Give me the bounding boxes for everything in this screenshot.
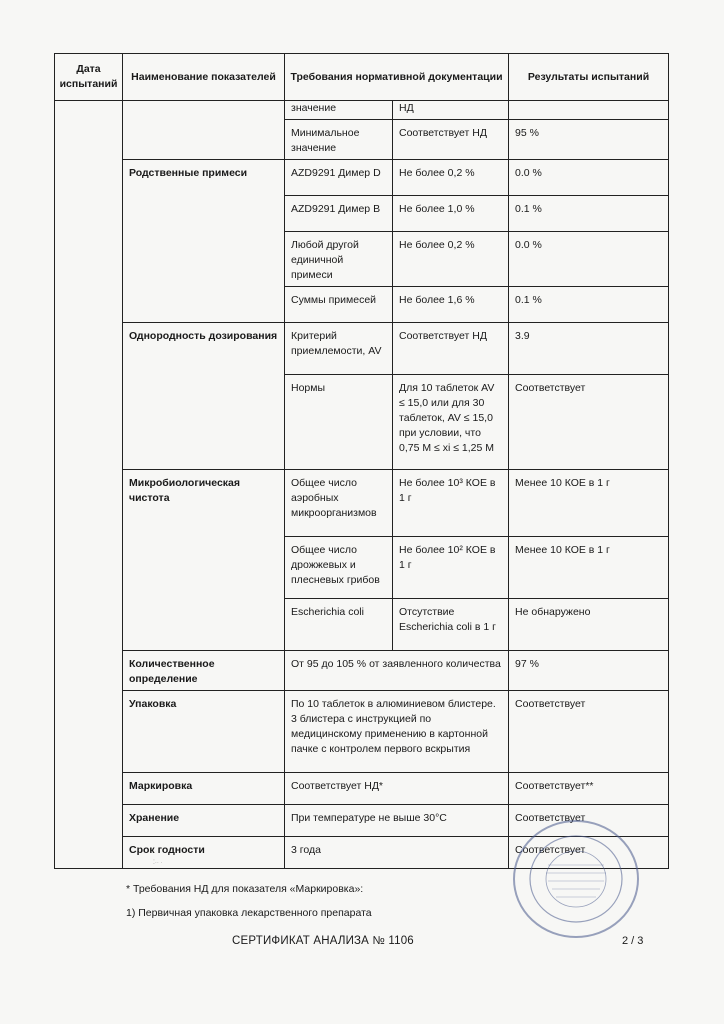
- requirement: Не более 10² КОЕ в 1 г: [393, 537, 509, 599]
- requirement: Отсутствие Escherichia coli в 1 г: [393, 599, 509, 651]
- table-row: [55, 101, 669, 120]
- header-indicator: Наименование показателей: [123, 54, 285, 101]
- indicator-name: Упаковка: [123, 691, 285, 773]
- result: Соответствует**: [509, 773, 669, 805]
- result: Соответствует: [509, 805, 669, 837]
- table-row: [55, 323, 669, 375]
- result: Менее 10 КОЕ в 1 г: [509, 470, 669, 537]
- scan-mark: ⁚·· ·: [153, 860, 163, 866]
- sub-indicator: Суммы примесей: [285, 287, 393, 323]
- result: 0.1 %: [509, 196, 669, 232]
- result: 95 %: [509, 120, 669, 160]
- requirement: Соответствует НД: [393, 120, 509, 160]
- header-date: Дата испытаний: [55, 54, 123, 101]
- sub-indicator: Критерий приемлемости, AV: [285, 323, 393, 375]
- requirement: По 10 таблеток в алюминиевом блистере. 3 блистера с инструкцией по медицинскому применению в картонной пачке с контролем первого вскрытия: [285, 691, 509, 773]
- page-number: 2 / 3: [622, 935, 644, 947]
- table-row: [55, 773, 669, 805]
- analysis-table: [54, 53, 669, 869]
- requirement: При температуре не выше 30°C: [285, 805, 509, 837]
- requirement: 3 года: [285, 837, 509, 869]
- result: [509, 101, 669, 120]
- requirement: Не более 1,6 %: [393, 287, 509, 323]
- table-row: [55, 470, 669, 537]
- sub-indicator: Общее число дрожжевых и плесневых грибов: [285, 537, 393, 599]
- result: Менее 10 КОЕ в 1 г: [509, 537, 669, 599]
- indicator-name: Однородность дозирования: [123, 323, 285, 470]
- company-stamp-icon: [508, 815, 644, 943]
- sub-indicator: значение: [285, 101, 393, 120]
- table-row: [55, 691, 669, 773]
- result: Не обнаружено: [509, 599, 669, 651]
- table-row: [55, 651, 669, 691]
- sub-indicator: Минимальное значение: [285, 120, 393, 160]
- requirement: Не более 0,2 %: [393, 232, 509, 287]
- indicator-name: Хранение: [123, 805, 285, 837]
- requirement: Соответствует НД*: [285, 773, 509, 805]
- result: 0.0 %: [509, 160, 669, 196]
- table-header-row: [55, 54, 669, 101]
- footnote-primary-pack: 1) Первичная упаковка лекарственного препарата: [126, 907, 372, 919]
- sub-indicator: Общее число аэробных микроорганизмов: [285, 470, 393, 537]
- indicator-name: Срок годности: [123, 837, 285, 869]
- result: 0.0 %: [509, 232, 669, 287]
- result: Соответствует: [509, 691, 669, 773]
- table-row: [55, 160, 669, 196]
- header-requirements: Требования нормативной документации: [285, 54, 509, 101]
- indicator-cell: [123, 101, 285, 160]
- requirement: От 95 до 105 % от заявленного количества: [285, 651, 509, 691]
- sub-indicator: AZD9291 Димер B: [285, 196, 393, 232]
- requirement: Соответствует НД: [393, 323, 509, 375]
- footnote-marking: * Требования НД для показателя «Маркировка»:: [126, 883, 364, 895]
- sub-indicator: Любой другой единичной примеси: [285, 232, 393, 287]
- certificate-title: СЕРТИФИКАТ АНАЛИЗА № 1106: [232, 935, 414, 947]
- requirement: Для 10 таблеток AV ≤ 15,0 или для 30 таблеток, AV ≤ 15,0 при условии, что 0,75 M ≤ xi ≤ 1,25 M: [393, 375, 509, 470]
- indicator-name: Родственные примеси: [123, 160, 285, 323]
- date-cell: [55, 101, 123, 869]
- indicator-name: Маркировка: [123, 773, 285, 805]
- requirement: Не более 0,2 %: [393, 160, 509, 196]
- sub-indicator: Escherichia coli: [285, 599, 393, 651]
- result: 3.9: [509, 323, 669, 375]
- result: Соответствует: [509, 375, 669, 470]
- requirement: Не более 1,0 %: [393, 196, 509, 232]
- sub-indicator: Нормы: [285, 375, 393, 470]
- indicator-name: Количественное определение: [123, 651, 285, 691]
- header-results: Результаты испытаний: [509, 54, 669, 101]
- indicator-name: Микробиологическая чистота: [123, 470, 285, 651]
- result: Соответствует: [509, 837, 669, 869]
- requirement: Не более 10³ КОЕ в 1 г: [393, 470, 509, 537]
- result: 97 %: [509, 651, 669, 691]
- requirement: НД: [393, 101, 509, 120]
- sub-indicator: AZD9291 Димер D: [285, 160, 393, 196]
- result: 0.1 %: [509, 287, 669, 323]
